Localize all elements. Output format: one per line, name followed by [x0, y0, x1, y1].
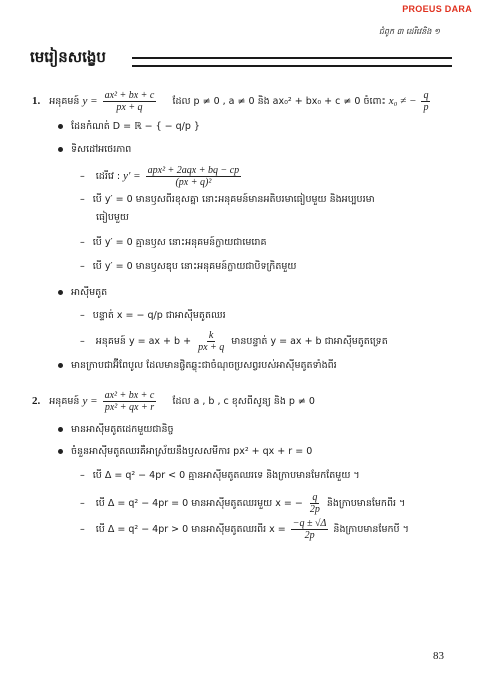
graph-text: មានក្រាបជាអ៊ីពែបូល ដែលមានផ្ចិតឆ្លុះជាចំណុចប្រសព្វរបស់អាស៊ីមតូតទាំងពីរ	[71, 360, 337, 371]
case-double-root-text: បើ y′ = 0 មានឫសឌុប នោះអនុគមន៍ក្លាយជាបិទក្រិតមួយ	[92, 261, 297, 272]
chapter-header: ជំពូក ៣ ដេរីវេនិង ១	[378, 27, 440, 36]
bullet-icon	[58, 124, 63, 129]
dash-icon: –	[80, 237, 85, 248]
case-positive-numerator: −q ± √Δ	[292, 518, 327, 529]
x0-denominator: p	[423, 102, 429, 113]
function-lhs: y =	[82, 395, 98, 407]
derivative-line	[80, 165, 243, 188]
case-two-roots	[80, 190, 375, 210]
oblique-suffix: មានបន្ទាត់ y = ax + b ជាអាស៊ីមតូតទ្រេត	[231, 336, 388, 347]
asymptote-text: អាស៊ីមតូត	[71, 287, 108, 298]
title-double-rule	[132, 57, 452, 67]
case-negative	[80, 466, 360, 486]
derivative-label: ដេរីវេ :	[95, 171, 121, 182]
case-zero-suffix: និងក្រាបមានមែកពីរ ។	[326, 498, 406, 509]
function-fraction	[103, 390, 157, 413]
vertical-asymptote-text: បន្ទាត់ x = − q/p ជាអាស៊ីមតូតឈរ	[92, 310, 226, 321]
item-label: អនុគមន៍	[49, 96, 80, 107]
case-zero-denominator: 2p	[309, 504, 320, 515]
horizontal-asymptote-text: មានអាស៊ីមតូតដេកមួយជានិច្ច	[71, 424, 174, 435]
dash-icon: –	[80, 336, 85, 347]
item-2-heading	[32, 390, 315, 413]
dash-icon: –	[80, 194, 85, 205]
case-positive-fraction	[291, 518, 329, 541]
vertical-asymptote	[80, 306, 226, 326]
dash-icon: –	[80, 524, 85, 535]
oblique-numerator: k	[208, 330, 214, 341]
dash-icon: –	[80, 261, 85, 272]
condition-text: ដែល p ≠ 0 , a ≠ 0 និង ax₀² + bx₀ + c ≠ 0 ចំពោះ	[172, 96, 386, 107]
item-1-heading	[32, 90, 432, 113]
case-zero-numerator: q	[312, 492, 318, 503]
bullet-icon	[58, 449, 63, 454]
case-zero-fraction	[308, 492, 322, 515]
section-title: មេរៀនសង្ខេប	[30, 48, 106, 66]
x0-lhs: x₀ ≠ −	[388, 95, 417, 107]
item-number: 2.	[32, 395, 41, 407]
case-double-root	[80, 257, 296, 277]
case-zero	[80, 492, 406, 515]
count-text: ចំនួនអាស៊ីមតូតឈរគឺអាស្រ័យនឹងឫសសមីការ px² + qx + r = 0	[71, 446, 313, 457]
fraction-numerator: ax² + bx + c	[104, 90, 155, 101]
dash-icon: –	[80, 470, 85, 481]
brand-watermark: PROEUS DARA	[402, 4, 472, 14]
horizontal-asymptote-bullet	[58, 420, 174, 440]
function-fraction	[103, 90, 157, 113]
case-two-roots-continuation: ធៀបមួយ	[96, 212, 129, 223]
x0-fraction	[421, 90, 430, 113]
case-positive-suffix: និងក្រាបមានមែកបី ។	[333, 524, 409, 535]
case-positive-denominator: 2p	[304, 530, 315, 541]
case-two-roots-cont	[96, 208, 129, 228]
case-zero-prefix: បើ Δ = q² − 4pr = 0 មានអាស៊ីមតូតឈរមួយ x = −	[95, 498, 303, 509]
case-negative-text: បើ Δ = q² − 4pr < 0 គ្មានអាស៊ីមតូតឈរទេ និងក្រាបមានមែកតែមួយ ។	[92, 470, 360, 481]
derivative-numerator: apx² + 2aqx + bq − cp	[147, 165, 240, 176]
case-positive	[80, 518, 409, 541]
asymptote-bullet	[58, 283, 107, 303]
case-no-root	[80, 233, 266, 253]
condition-text: ដែល a , b , c ខុសពីសូន្យ និង p ≠ 0	[172, 396, 315, 407]
bullet-icon	[58, 147, 63, 152]
fraction-numerator: ax² + bx + c	[104, 390, 155, 401]
item-number: 1.	[32, 95, 41, 107]
case-no-root-text: បើ y′ = 0 គ្មានឫស នោះអនុគមន៍ក្លាយជាមេរោគ	[92, 237, 267, 248]
graph-bullet	[58, 356, 337, 376]
variation-text: ទិសដៅអថេរភាព	[71, 144, 132, 155]
x0-numerator: q	[423, 90, 429, 101]
fraction-denominator: px + q	[116, 102, 143, 113]
derivative-denominator: (px + q)²	[175, 177, 212, 188]
count-bullet	[58, 442, 312, 462]
fraction-denominator: px² + qx + r	[104, 402, 155, 413]
dash-icon: –	[80, 498, 85, 509]
variation-bullet	[58, 140, 131, 160]
domain-bullet	[58, 117, 200, 137]
page-number: 83	[433, 650, 444, 662]
oblique-asymptote	[80, 330, 388, 353]
derivative-lhs: y′ =	[123, 170, 141, 182]
derivative-fraction	[146, 165, 242, 188]
case-positive-prefix: បើ Δ = q² − 4pr > 0 មានអាស៊ីមតូតឈរពីរ x =	[95, 524, 286, 535]
domain-text: ដែនកំណត់ D = ℝ − { − q/p }	[71, 121, 200, 132]
oblique-fraction	[196, 330, 226, 353]
case-two-roots-text: បើ y′ = 0 មានឫសពីរខុសគ្នា នោះអនុគមន៍មានអតិបរមាធៀបមួយ និងអប្បបរមា	[92, 194, 375, 205]
oblique-prefix: អនុគមន៍ y = ax + b +	[95, 336, 192, 347]
dash-icon: –	[80, 171, 85, 182]
dash-icon: –	[80, 310, 85, 321]
oblique-denominator: px + q	[198, 342, 225, 353]
bullet-icon	[58, 427, 63, 432]
item-label: អនុគមន៍	[49, 396, 80, 407]
function-lhs: y =	[82, 95, 98, 107]
bullet-icon	[58, 290, 63, 295]
bullet-icon	[58, 363, 63, 368]
